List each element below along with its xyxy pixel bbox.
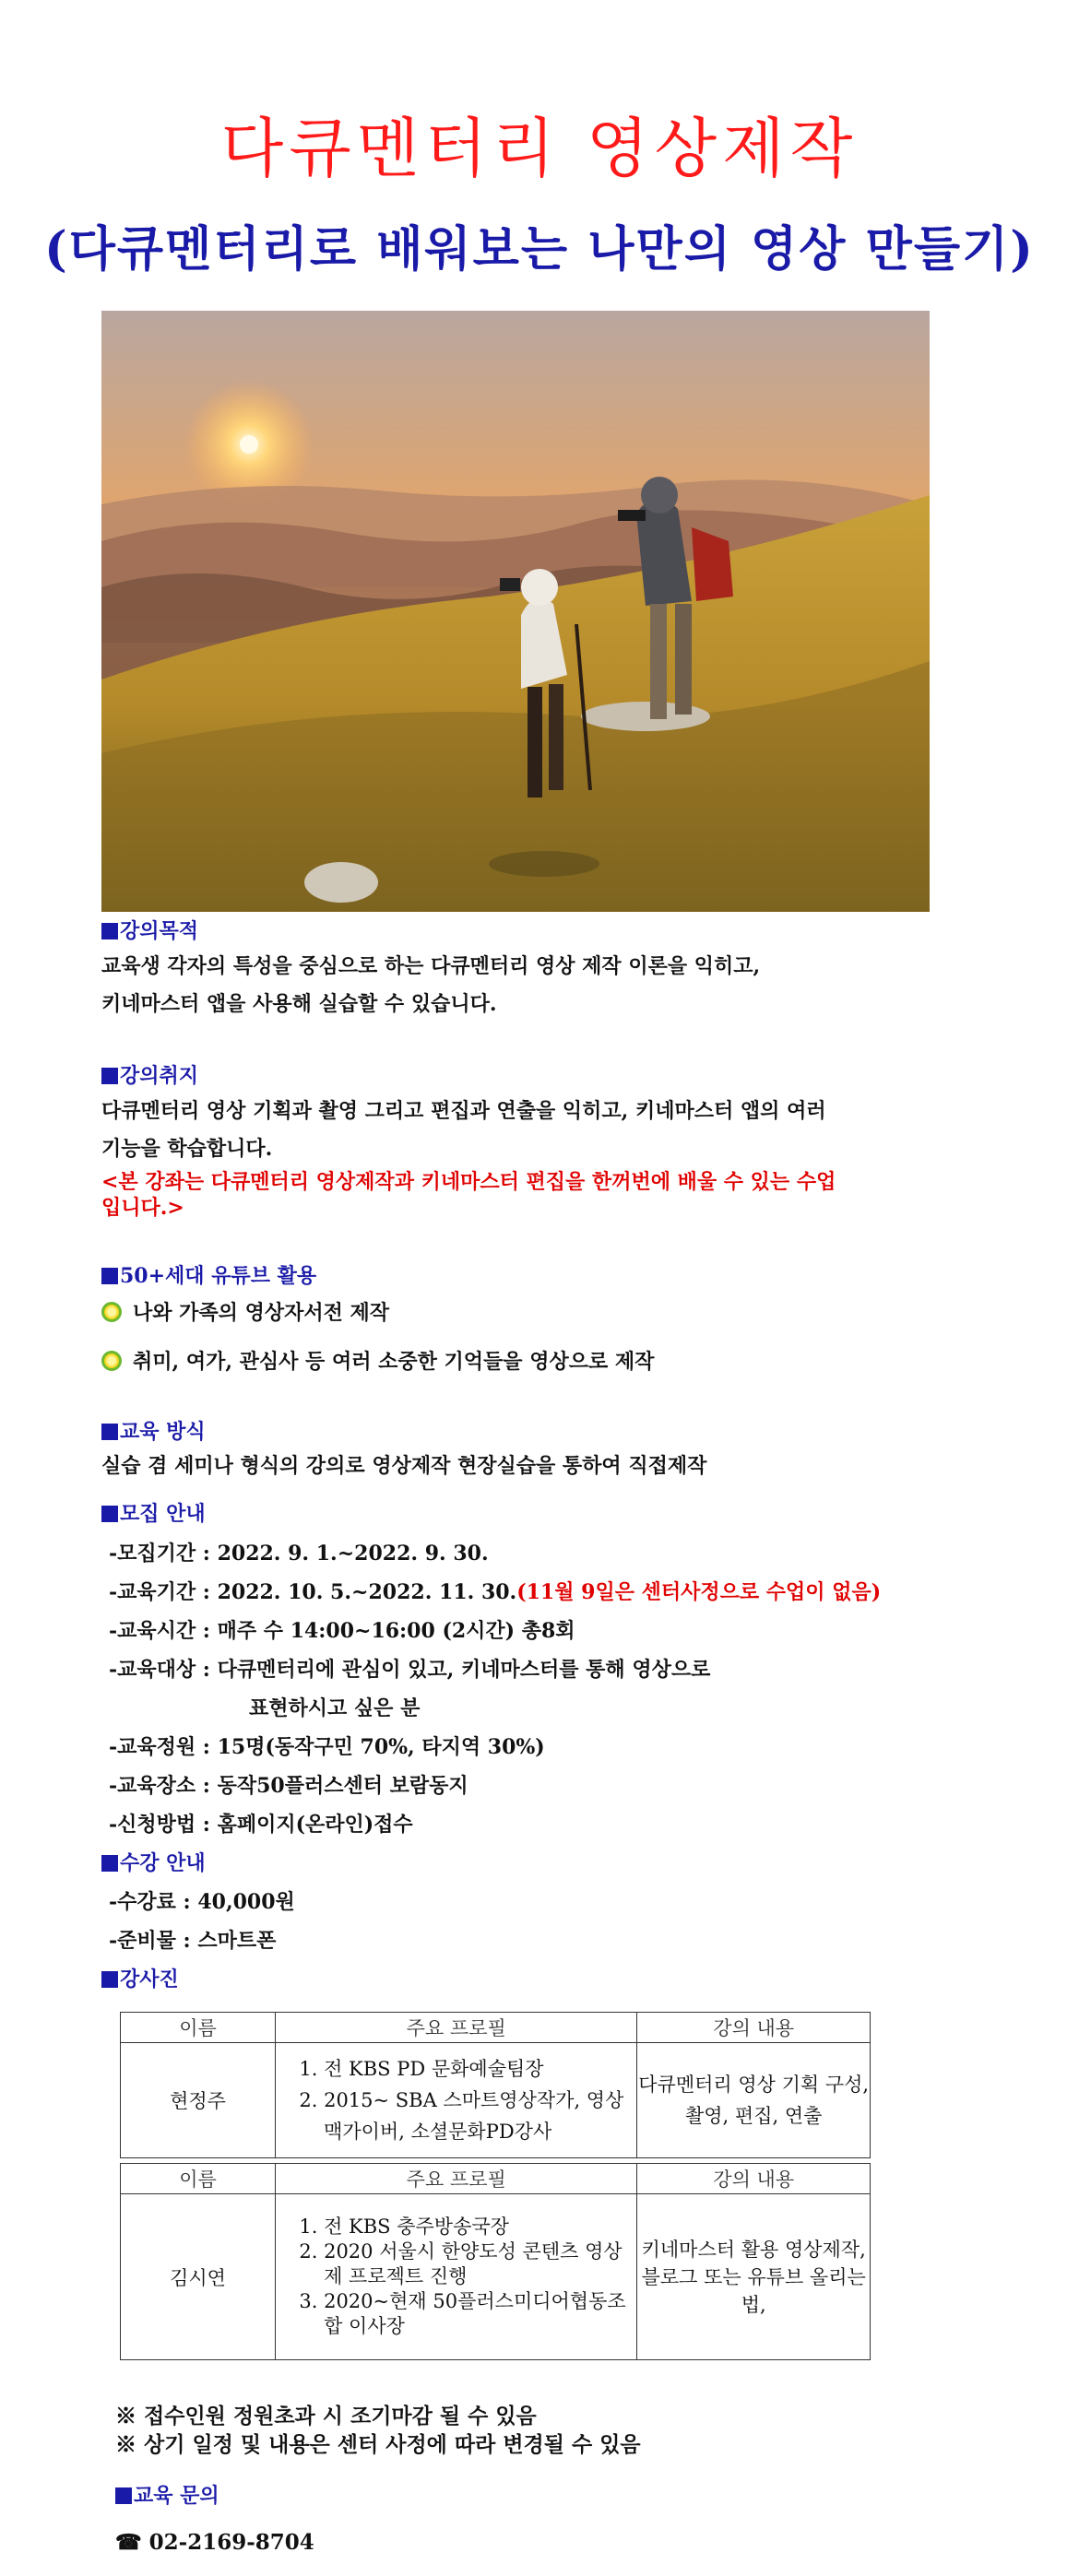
section-heading-purpose: 강의목적 [101,916,198,944]
section-heading-intent: 강의취지 [101,1060,198,1089]
recruit-period: -모집기간 : 2022. 9. 1.~2022. 9. 30. [109,1542,489,1566]
circle-bullet-icon [101,1351,122,1371]
square-bullet-icon [101,1506,118,1522]
instructor-name: 김시연 [121,2194,276,2360]
table-row [121,2194,871,2360]
square-bullet-icon [101,1068,118,1084]
instructor-profile: 1. 전 KBS 충주방송국장 2. 2020 서울시 한양도성 콘텐츠 영상제 프로젝트 진행 3. 2020~현재 50플러스미디어협동조합 이사장 [276,2194,637,2360]
section-heading-recruit: 모집 안내 [101,1498,206,1527]
section-heading-fee: 수강 안내 [101,1848,206,1876]
fee-amount: -수강료 : 40,000원 [109,1890,295,1914]
square-bullet-icon [101,923,118,939]
hero-photo [101,311,930,912]
note-1: ※ 접수인원 정원초과 시 조기마감 될 수 있음 [115,2404,537,2428]
edu-capacity: -교육정원 : 15명(동작구민 70%, 타지역 30%) [109,1735,545,1759]
edu-target: -교육대상 : 다큐멘터리에 관심이 있고, 키네마스터를 통해 영상으로 [109,1658,711,1682]
square-bullet-icon [101,1971,118,1988]
instructor-table-1 [120,2012,871,2158]
table-header-row: 이름 주요 프로필 강의 내용 [121,2013,871,2043]
method-text: 실습 겸 세미나 형식의 강의로 영상제작 현장실습을 통하여 직접제작 [101,1454,707,1478]
square-bullet-icon [101,1268,118,1284]
intent-note: <본 강좌는 다큐멘터리 영상제작과 키네마스터 편집을 한꺼번에 배울 수 있는 수업 입니다.> [101,1170,836,1220]
edu-target-cont: 표현하시고 싶은 분 [249,1696,421,1720]
section-heading-contact: 교육 문의 [115,2480,219,2509]
square-bullet-icon [101,1855,118,1872]
note-2: ※ 상기 일정 및 내용은 센터 사정에 따라 변경될 수 있음 [115,2432,641,2457]
section-heading-method: 교육 방식 [101,1416,206,1445]
circle-bullet-icon [101,1302,122,1322]
edu-place: -교육장소 : 동작50플러스센터 보람동지 [109,1774,468,1798]
instructor-content: 키네마스터 활용 영상제작, 블로그 또는 유튜브 올리는법, [637,2194,871,2360]
youtube-item-2: 취미, 여가, 관심사 등 여러 소중한 기억들을 영상으로 제작 [101,1343,654,1381]
table-row [121,2043,871,2158]
square-bullet-icon [101,1424,118,1440]
section-heading-youtube: 50+세대 유튜브 활용 [101,1260,316,1289]
edu-period: -교육기간 : 2022. 10. 5.~2022. 11. 30.(11월 9일은 센터사정으로 수업이 없음) [109,1580,882,1604]
instructor-profile: 1. 전 KBS PD 문화예술팀장 2. 2015~ SBA 스마트영상작가, 영상맥가이버, 소셜문화PD강사 [276,2043,637,2158]
apply-method: -신청방법 : 홈페이지(온라인)접수 [109,1813,413,1837]
instructor-name: 현정주 [121,2043,276,2158]
table-header-row: 이름 주요 프로필 강의 내용 [121,2164,871,2194]
hikers-sunset-illustration [101,311,930,912]
purpose-text: 교육생 각자의 특성을 중심으로 하는 다큐멘터리 영상 제작 이론을 익히고, 키네마스터 앱을 사용해 실습할 수 있습니다. [101,954,761,1016]
square-bullet-icon [115,2487,132,2504]
fee-prep: -준비물 : 스마트폰 [109,1929,277,1953]
intent-text: 다큐멘터리 영상 기획과 촬영 그리고 편집과 연출을 익히고, 키네마스터 앱의 여러 기능을 학습합니다. [101,1099,826,1161]
page-subtitle: (다큐멘터리로 배워보는 나만의 영상 만들기) [44,221,1035,278]
phone-icon: ☎ [115,2530,142,2555]
edu-time: -교육시간 : 매주 수 14:00~16:00 (2시간) 총8회 [109,1619,575,1643]
page-title: 다큐멘터리 영상제작 [220,111,859,186]
contact-phone: ☎ 02-2169-8704 [115,2530,314,2555]
instructor-table-2 [120,2163,871,2360]
instructor-content: 다큐멘터리 영상 기획 구성, 촬영, 편집, 연출 [637,2043,871,2158]
youtube-item-1: 나와 가족의 영상자서전 제작 [101,1294,389,1332]
section-heading-instructors: 강사진 [101,1964,179,1992]
